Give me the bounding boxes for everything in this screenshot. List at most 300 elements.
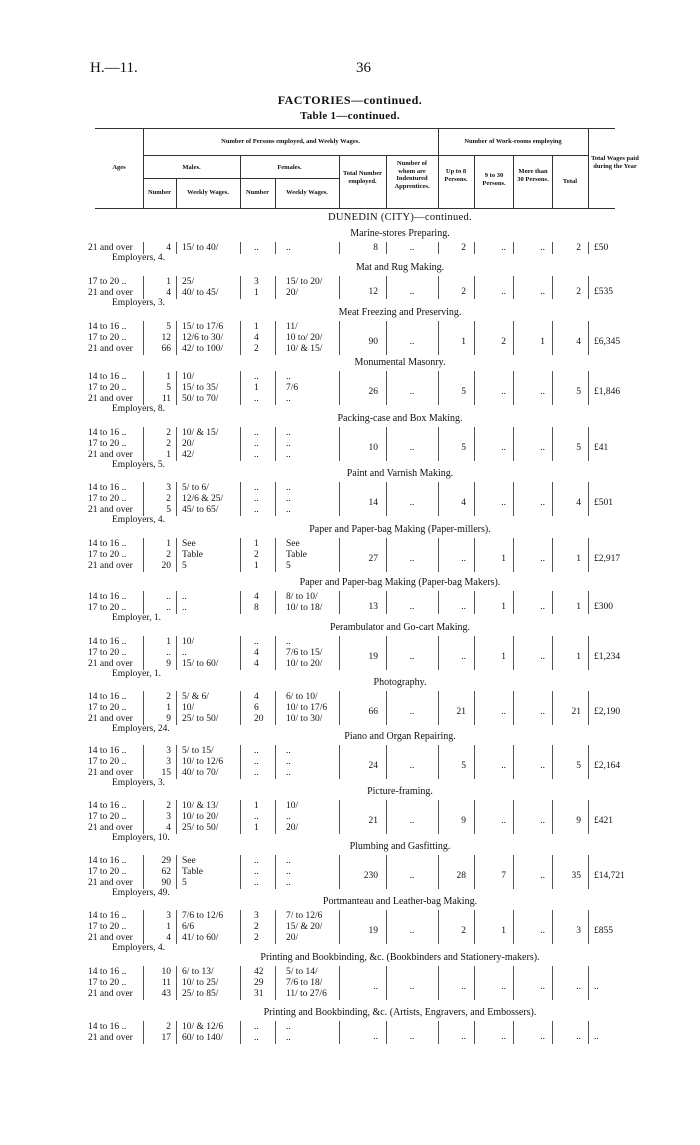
column-rule (240, 636, 241, 670)
female-wage-cell: .. (286, 243, 291, 253)
column-rule (438, 855, 439, 889)
column-rule (176, 427, 177, 461)
male-number-cell: 15 (161, 768, 171, 778)
column-rule (438, 800, 439, 834)
wages-year-cell: £855 (594, 926, 613, 936)
nine-to-30-cell: 1 (501, 554, 506, 564)
column-rule (513, 321, 514, 355)
employers-note: Employer, 1. (112, 669, 161, 679)
up-to-8-cell: 5 (461, 761, 466, 771)
female-number-cell: .. (254, 483, 259, 493)
column-rule (588, 538, 589, 572)
col-persons-group: Number of Persons employed, and Weekly Wages. (221, 138, 360, 145)
column-rule (513, 371, 514, 405)
male-number-cell: 2 (166, 550, 171, 560)
female-number-cell: 1 (254, 322, 259, 332)
employers-note: Employers, 24. (112, 724, 170, 734)
column-rule (588, 482, 589, 516)
column-rule (513, 242, 514, 254)
column-rule (275, 371, 276, 405)
nine-to-30-cell: .. (501, 816, 506, 826)
column-rule (588, 691, 589, 725)
male-wage-cell: 60/ to 140/ (182, 1033, 224, 1043)
more-than-30-cell: 1 (540, 337, 545, 347)
female-number-cell: .. (254, 746, 259, 756)
up-to-8-cell: .. (461, 1031, 466, 1042)
female-wage-cell: 6/ to 10/ (286, 692, 318, 702)
male-number-cell: .. (166, 592, 171, 602)
female-wage-cell: 20/ (286, 823, 299, 833)
column-rule (438, 242, 439, 254)
column-rule (240, 691, 241, 725)
column-rule (438, 591, 439, 614)
workrooms-total-cell: 4 (576, 498, 581, 508)
column-rule (438, 966, 439, 1000)
column-rule (176, 910, 177, 944)
nine-to-30-cell: 1 (501, 926, 506, 936)
col-male-weekly: Weekly Wages. (187, 189, 229, 196)
column-rule (143, 321, 144, 355)
total-employed-cell: 230 (363, 871, 378, 881)
female-wage-cell: 10/ (286, 801, 299, 811)
male-number-cell: 1 (166, 372, 171, 382)
workrooms-total-cell: 3 (576, 926, 581, 936)
column-rule (438, 910, 439, 944)
female-number-cell: .. (254, 450, 259, 460)
female-number-cell: 31 (254, 989, 264, 999)
column-rule (240, 800, 241, 834)
up-to-8-cell: 1 (461, 337, 466, 347)
employers-note: Employers, 3. (112, 778, 166, 788)
female-wage-cell: 5 (286, 561, 291, 571)
up-to-8-cell: 9 (461, 816, 466, 826)
column-rule (513, 800, 514, 834)
sex-subgroup-rule (143, 178, 339, 179)
age-cell: 17 to 20 .. (88, 603, 127, 613)
male-wage-cell: 15/ to 60/ (182, 659, 219, 669)
total-employed-cell: 14 (368, 498, 378, 508)
column-rule (176, 242, 177, 254)
document-reference: H.—11. (90, 60, 138, 76)
female-wage-cell: .. (286, 372, 291, 382)
male-wage-cell: Table (182, 550, 203, 560)
column-rule (143, 538, 144, 572)
col-female-number: Number (245, 189, 270, 196)
wages-year-cell: .. (594, 982, 599, 992)
age-cell: 14 to 16 .. (88, 372, 127, 382)
column-rule (240, 371, 241, 405)
up-to-8-cell: 4 (461, 498, 466, 508)
column-rule (275, 910, 276, 944)
column-rule (176, 800, 177, 834)
female-number-cell: 29 (254, 978, 264, 988)
column-rule (588, 910, 589, 944)
column-rule (176, 276, 177, 299)
up-to-8-cell: 5 (461, 443, 466, 453)
male-wage-cell: 5/ to 6/ (182, 483, 209, 493)
female-wage-cell: 11/ (286, 322, 298, 332)
indentured-cell: .. (409, 443, 415, 453)
female-number-cell: .. (254, 878, 259, 888)
column-rule (176, 482, 177, 516)
column-rule (275, 538, 276, 572)
female-wage-cell: 15/ & 20/ (286, 922, 323, 932)
female-wage-cell: See (286, 539, 300, 549)
column-rule (474, 371, 475, 405)
age-cell: 21 and over (88, 243, 133, 253)
female-number-cell: .. (254, 768, 259, 778)
age-cell: 21 and over (88, 714, 133, 724)
age-cell: 17 to 20 .. (88, 922, 127, 932)
column-rule (240, 745, 241, 779)
column-rule (438, 371, 439, 405)
total-employed-cell: 12 (368, 286, 378, 297)
age-cell: 21 and over (88, 1033, 133, 1043)
nine-to-30-cell: .. (501, 707, 506, 717)
more-than-30-cell: .. (540, 816, 545, 826)
column-rule (386, 691, 387, 725)
column-rule (240, 538, 241, 572)
male-number-cell: 12 (161, 333, 171, 343)
col-9-to-30: 9 to 30 Persons. (482, 172, 506, 187)
column-rule (275, 855, 276, 889)
male-wage-cell: 20/ (182, 439, 195, 449)
female-number-cell: .. (254, 494, 259, 504)
male-wage-cell: 42/ (182, 450, 195, 460)
male-wage-cell: 5/ & 6/ (182, 692, 209, 702)
male-wage-cell: 25/ (182, 277, 195, 287)
age-cell: 14 to 16 .. (88, 967, 127, 977)
male-number-cell: 66 (161, 344, 171, 354)
age-cell: 21 and over (88, 878, 133, 888)
up-to-8-cell: .. (461, 652, 466, 662)
col-indentured: Number of whom are Indentured Apprentices. (394, 160, 430, 190)
column-rule (474, 242, 475, 254)
male-number-cell: 17 (161, 1033, 171, 1043)
age-cell: 17 to 20 .. (88, 277, 127, 287)
male-wage-cell: 25/ to 50/ (182, 823, 219, 833)
nine-to-30-cell: .. (501, 761, 506, 771)
up-to-8-cell: 21 (456, 707, 466, 717)
column-rule (176, 966, 177, 1000)
wages-year-cell: £535 (594, 286, 613, 297)
total-employed-cell: 26 (368, 387, 378, 397)
female-wage-cell: 7/6 to 15/ (286, 648, 323, 658)
column-rule (588, 966, 589, 1000)
section-heading: Portmanteau and Leather-bag Making. (322, 896, 478, 907)
column-rule (513, 636, 514, 670)
more-than-30-cell: .. (540, 554, 545, 564)
wages-year-cell: £1,846 (594, 387, 621, 397)
female-wage-cell: 10/ & 15/ (286, 344, 323, 354)
column-rule (588, 276, 589, 299)
male-wage-cell: 10/ (182, 703, 195, 713)
workrooms-total-cell: .. (576, 1031, 581, 1042)
up-to-8-cell: 2 (461, 243, 466, 253)
female-number-cell: 4 (254, 333, 259, 343)
age-cell: 21 and over (88, 288, 133, 298)
column-rule (513, 910, 514, 944)
column-rule (143, 691, 144, 725)
indentured-cell: .. (409, 387, 415, 397)
indentured-cell: .. (409, 816, 415, 826)
col-up-to-8: Up to 8 Persons. (444, 168, 468, 183)
male-wage-cell: 50/ to 70/ (182, 394, 219, 404)
male-wage-cell: .. (182, 603, 187, 613)
column-rule (143, 1021, 144, 1044)
column-rule (474, 1021, 475, 1044)
column-rule (474, 538, 475, 572)
total-employed-cell: 24 (368, 761, 378, 771)
age-cell: 17 to 20 .. (88, 439, 127, 449)
female-wage-cell: .. (286, 505, 291, 515)
column-rule (275, 800, 276, 834)
column-rule (240, 1021, 241, 1044)
column-rule (513, 855, 514, 889)
male-wage-cell: 10/ & 15/ (182, 428, 219, 438)
workrooms-total-cell: 5 (576, 387, 581, 397)
up-to-8-cell: 2 (461, 926, 466, 936)
wages-year-cell: £501 (594, 498, 613, 508)
male-wage-cell: 41/ to 60/ (182, 933, 219, 943)
column-rule (386, 1021, 387, 1044)
page-number: 36 (356, 60, 371, 76)
col-female-weekly: Weekly Wages. (286, 189, 328, 196)
column-rule (275, 591, 276, 614)
column-rule (438, 321, 439, 355)
female-number-cell: .. (254, 812, 259, 822)
age-cell: 21 and over (88, 823, 133, 833)
age-cell: 14 to 16 .. (88, 428, 127, 438)
male-number-cell: 3 (166, 483, 171, 493)
header-bottom-rule (95, 208, 615, 209)
more-than-30-cell: .. (540, 243, 545, 253)
more-than-30-cell: .. (540, 387, 545, 397)
up-to-8-cell: 28 (456, 871, 466, 881)
male-wage-cell: 40/ to 70/ (182, 768, 219, 778)
age-cell: 21 and over (88, 659, 133, 669)
indentured-cell: .. (409, 243, 415, 253)
age-cell: 17 to 20 .. (88, 333, 127, 343)
column-rule (386, 745, 387, 779)
column-rule (474, 691, 475, 725)
workrooms-total-cell: 9 (576, 816, 581, 826)
more-than-30-cell: .. (540, 761, 545, 771)
male-number-cell: 3 (166, 757, 171, 767)
female-wage-cell: .. (286, 1033, 291, 1043)
female-number-cell: .. (254, 637, 259, 647)
city-heading: DUNEDIN (CITY)—continued. (328, 212, 472, 223)
employers-note: Employers, 4. (112, 515, 166, 525)
section-heading: Mat and Rug Making. (355, 262, 445, 273)
more-than-30-cell: .. (540, 1031, 545, 1042)
female-number-cell: 3 (254, 911, 259, 921)
column-rule (474, 276, 475, 299)
column-rule (588, 242, 589, 254)
column-rule (275, 276, 276, 299)
col-females: Females. (277, 164, 302, 171)
workrooms-total-cell: 2 (576, 243, 581, 253)
section-heading: Paper and Paper-bag Making (Paper-millers). (309, 524, 491, 535)
column-rule (275, 427, 276, 461)
column-rule (143, 371, 144, 405)
age-cell: 14 to 16 .. (88, 856, 127, 866)
employers-note: Employers, 4. (112, 943, 166, 953)
male-number-cell: 3 (166, 812, 171, 822)
workrooms-total-cell: 1 (576, 601, 581, 612)
female-number-cell: 2 (254, 344, 259, 354)
wages-year-cell: £2,917 (594, 554, 621, 564)
male-wage-cell: 5/ to 15/ (182, 746, 214, 756)
age-cell: 21 and over (88, 394, 133, 404)
indentured-cell: .. (409, 761, 415, 771)
column-rule (438, 636, 439, 670)
wages-year-cell: £300 (594, 601, 613, 612)
female-number-cell: 1 (254, 801, 259, 811)
female-number-cell: .. (254, 243, 259, 253)
male-number-cell: 4 (166, 288, 171, 298)
employers-note: Employers, 5. (112, 460, 166, 470)
indentured-cell: .. (409, 926, 415, 936)
female-wage-cell: .. (286, 1022, 291, 1032)
male-wage-cell: 10/ (182, 637, 195, 647)
male-wage-cell: See (182, 539, 196, 549)
column-rule (143, 276, 144, 299)
female-number-cell: 6 (254, 703, 259, 713)
male-wage-cell: 7/6 to 12/6 (182, 911, 224, 921)
female-number-cell: .. (254, 1022, 259, 1032)
age-cell: 17 to 20 .. (88, 757, 127, 767)
female-number-cell: 1 (254, 823, 259, 833)
col-wages-year: Total Wages paid during the Year (591, 155, 639, 170)
section-heading: Paper and Paper-bag Making (Paper-bag Makers). (299, 577, 501, 588)
male-wage-cell: 25/ to 85/ (182, 989, 219, 999)
column-rule (474, 745, 475, 779)
column-rule (386, 482, 387, 516)
persons-group-rule (143, 155, 438, 156)
female-wage-cell: .. (286, 637, 291, 647)
male-number-cell: .. (166, 648, 171, 658)
female-wage-cell: 7/6 (286, 383, 299, 393)
indentured-cell: .. (409, 498, 415, 508)
nine-to-30-cell: 1 (501, 601, 506, 612)
female-number-cell: 2 (254, 922, 259, 932)
female-number-cell: 4 (254, 592, 259, 602)
male-number-cell: 62 (161, 867, 171, 877)
column-rule (275, 321, 276, 355)
age-cell: 21 and over (88, 505, 133, 515)
section-heading: Photography. (373, 677, 427, 688)
total-employed-cell: .. (373, 1031, 378, 1042)
female-number-cell: 1 (254, 383, 259, 393)
up-to-8-cell: 2 (461, 286, 466, 297)
workrooms-total-cell: 5 (576, 443, 581, 453)
column-rule (386, 591, 387, 614)
male-number-cell: 9 (166, 659, 171, 669)
column-rule (240, 321, 241, 355)
age-cell: 21 and over (88, 933, 133, 943)
female-number-cell: 2 (254, 933, 259, 943)
age-cell: 14 to 16 .. (88, 746, 127, 756)
male-number-cell: 5 (166, 383, 171, 393)
column-rule (176, 691, 177, 725)
up-to-8-cell: .. (461, 601, 466, 612)
column-rule (386, 371, 387, 405)
female-number-cell: .. (254, 394, 259, 404)
male-number-cell: 4 (166, 823, 171, 833)
column-rule (240, 427, 241, 461)
total-employed-cell: 10 (368, 443, 378, 453)
column-rule (438, 482, 439, 516)
male-number-cell: 2 (166, 692, 171, 702)
employers-note: Employers, 49. (112, 888, 170, 898)
column-rule (386, 276, 387, 299)
column-rule (176, 371, 177, 405)
male-number-cell: 2 (166, 1022, 171, 1032)
employers-note: Employers, 10. (112, 833, 170, 843)
up-to-8-cell: 5 (461, 387, 466, 397)
column-rule (176, 745, 177, 779)
male-number-cell: 4 (166, 243, 171, 253)
age-cell: 14 to 16 .. (88, 637, 127, 647)
table-title: Table 1—continued. (300, 110, 400, 122)
column-rule (275, 691, 276, 725)
column-rule (143, 800, 144, 834)
male-wage-cell: 15/ to 35/ (182, 383, 219, 393)
workrooms-total-cell: 2 (576, 286, 581, 297)
female-number-cell: .. (254, 856, 259, 866)
column-rule (386, 910, 387, 944)
indentured-cell: .. (409, 337, 415, 347)
female-wage-cell: .. (286, 812, 291, 822)
age-cell: 17 to 20 .. (88, 494, 127, 504)
male-wage-cell: 10/ & 13/ (182, 801, 219, 811)
column-rule (240, 855, 241, 889)
column-rule (513, 482, 514, 516)
column-rule (513, 538, 514, 572)
column-rule (588, 591, 589, 614)
column-rule (143, 591, 144, 614)
wages-year-cell: £2,164 (594, 761, 621, 771)
more-than-30-cell: .. (540, 871, 545, 881)
female-number-cell: 4 (254, 659, 259, 669)
section-heading: Picture-framing. (367, 786, 433, 797)
workrooms-total-cell: .. (576, 982, 581, 992)
male-number-cell: 1 (166, 450, 171, 460)
section-heading: Printing and Bookbinding, &c. (Artists, Engravers, and Embossers). (263, 1007, 537, 1018)
column-rule (275, 745, 276, 779)
indentured-cell: .. (409, 1031, 415, 1042)
total-employed-cell: 19 (368, 926, 378, 936)
more-than-30-cell: .. (540, 707, 545, 717)
age-cell: 17 to 20 .. (88, 550, 127, 560)
column-rule (275, 242, 276, 254)
column-rule (513, 745, 514, 779)
female-number-cell: .. (254, 505, 259, 515)
workrooms-total-cell: 1 (576, 554, 581, 564)
female-wage-cell: 7/6 to 18/ (286, 978, 323, 988)
female-number-cell: .. (254, 439, 259, 449)
female-wage-cell: 7/ to 12/6 (286, 911, 323, 921)
wages-year-cell: £41 (594, 443, 609, 453)
male-number-cell: 5 (166, 505, 171, 515)
column-rule (474, 482, 475, 516)
indentured-cell: .. (409, 871, 415, 881)
female-wage-cell: .. (286, 878, 291, 888)
male-wage-cell: 10/ to 12/6 (182, 757, 224, 767)
age-cell: 14 to 16 .. (88, 322, 127, 332)
column-rule (588, 855, 589, 889)
